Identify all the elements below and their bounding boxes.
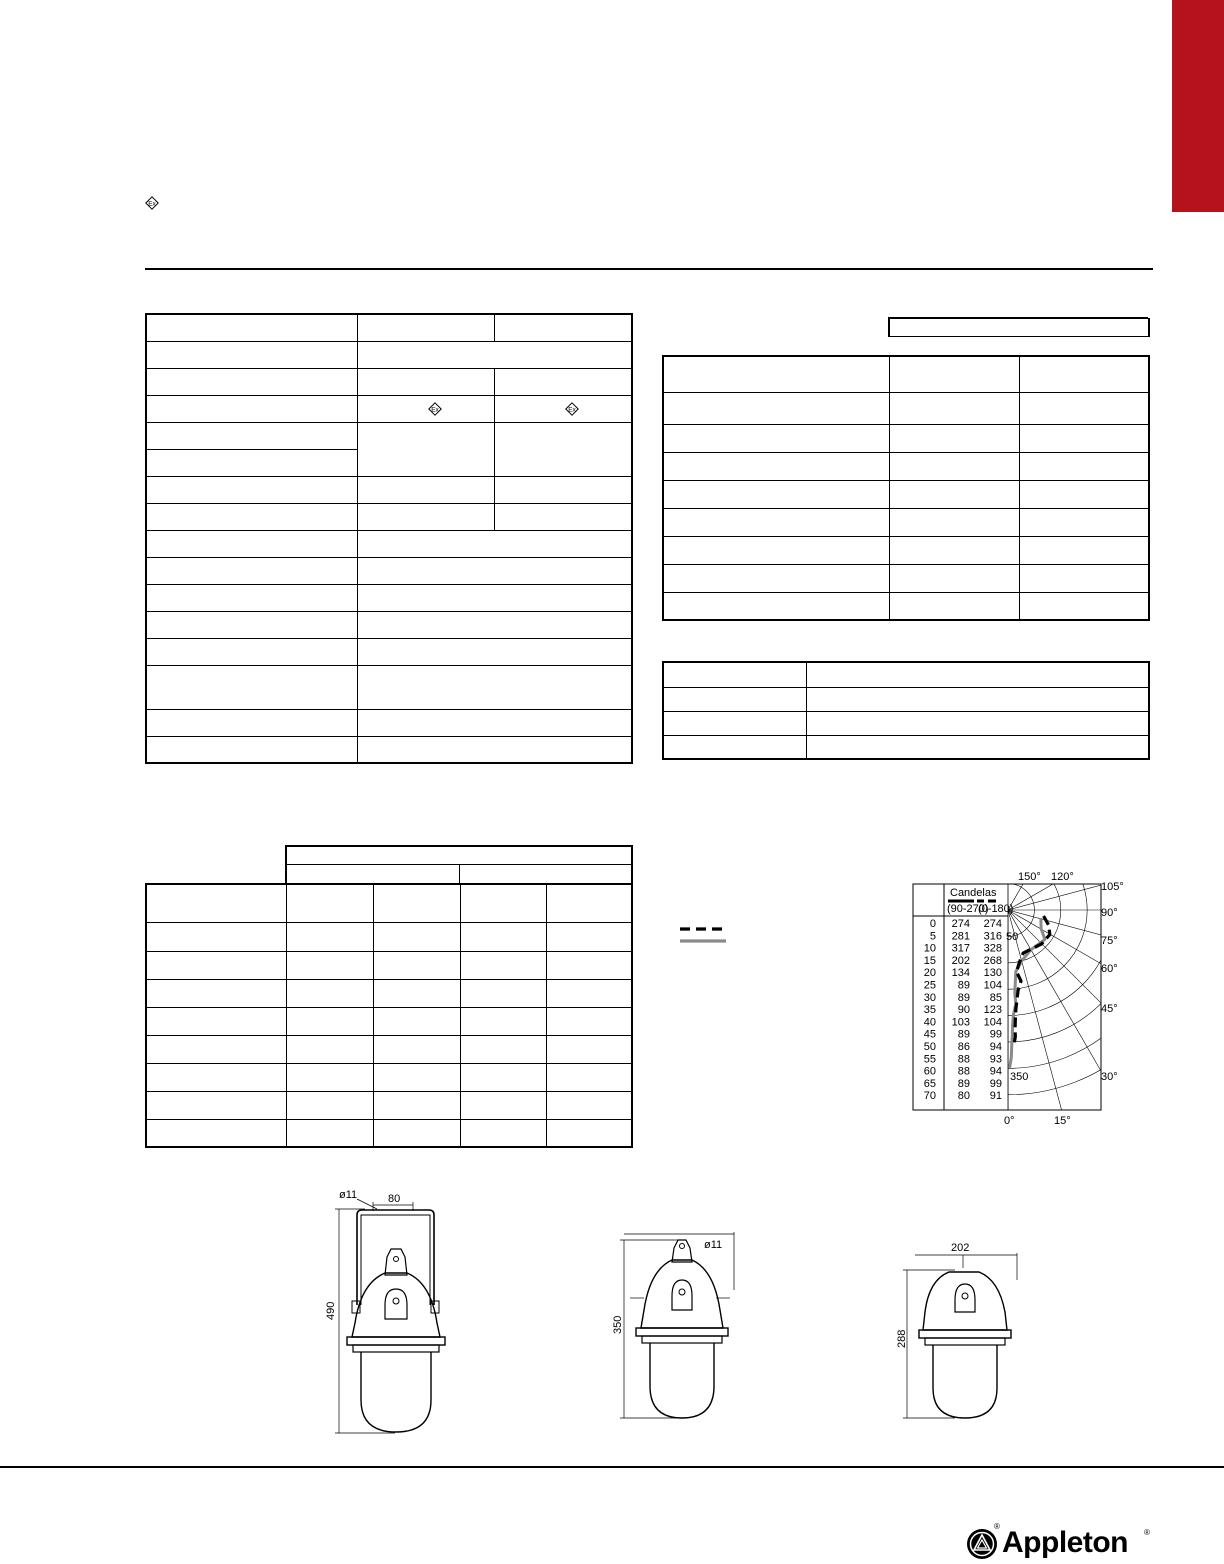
candela-value-b: 130 — [983, 967, 1002, 980]
candela-value-a: 103 — [951, 1016, 970, 1029]
candela-angle: 35 — [923, 1004, 936, 1017]
candela-value-b: 91 — [989, 1090, 1002, 1103]
table-row — [146, 1007, 632, 1035]
table-row — [146, 1035, 632, 1063]
candela-value-b: 99 — [989, 1028, 1002, 1041]
table-row — [663, 452, 1149, 480]
candela-value-a: 88 — [957, 1053, 970, 1066]
candela-value-a: 80 — [957, 1090, 970, 1103]
logo-registered-mark: ® — [994, 1522, 1000, 1531]
candela-value-a: 89 — [957, 991, 970, 1004]
candela-value-a: 86 — [957, 1041, 970, 1053]
table-row — [663, 662, 1149, 687]
polar-angle-label: 150° — [1018, 871, 1041, 883]
polar-angle-label: 15° — [1054, 1115, 1071, 1127]
candela-angle: 5 — [929, 930, 936, 943]
spacing-header-table — [285, 845, 633, 884]
table-row — [146, 503, 632, 530]
table-row — [663, 392, 1149, 424]
polar-angle-label: 45° — [1101, 1003, 1118, 1015]
svg-text:Ex: Ex — [567, 405, 576, 413]
polar-angle-label: 60° — [1101, 963, 1118, 975]
polar-angle-label: 0° — [1004, 1115, 1015, 1127]
polar-angle-labels — [1004, 871, 1124, 1127]
pendant-dimension-drawing — [325, 1185, 465, 1440]
svg-text:Ex: Ex — [430, 405, 439, 413]
table-row — [146, 1119, 632, 1147]
candela-value-b: 316 — [983, 930, 1002, 943]
table-row — [146, 341, 632, 368]
candela-value-b: 94 — [989, 1065, 1002, 1078]
candela-value-b: 94 — [989, 1041, 1002, 1053]
candela-value-a: 317 — [951, 942, 970, 955]
candela-value-b: 123 — [983, 1004, 1002, 1017]
table-row — [146, 314, 632, 341]
header-rule — [145, 268, 1153, 270]
polar-spoke — [1008, 910, 1140, 1094]
ceiling-height-label: 350 — [612, 1315, 624, 1334]
polar-radius-label: 50 — [1006, 931, 1019, 943]
table-row — [286, 846, 632, 864]
photometric-legend — [680, 920, 730, 950]
candela-value-b: 99 — [989, 1077, 1002, 1090]
table-row — [146, 368, 632, 395]
table-row — [146, 611, 632, 638]
ex-mark-icon — [428, 402, 442, 416]
polar-frame — [913, 884, 1101, 1110]
pendant-height-label: 490 — [325, 1301, 337, 1320]
polar-angle-label: 75° — [1101, 935, 1118, 947]
table-row — [146, 884, 632, 922]
table-row — [146, 922, 632, 951]
svg-text:Ex: Ex — [148, 200, 156, 208]
candela-value-a: 134 — [951, 967, 970, 980]
wall-height-label: 288 — [896, 1329, 908, 1348]
polar-candela-diagram — [880, 868, 1140, 1128]
candela-angle: 20 — [923, 967, 936, 980]
table-row — [146, 951, 632, 979]
candela-value-a: 90 — [957, 1004, 970, 1017]
table-row — [146, 395, 632, 422]
table-row — [146, 709, 632, 736]
table-row — [663, 592, 1149, 620]
table-row — [146, 1091, 632, 1119]
candela-value-b: 104 — [983, 979, 1002, 992]
table-row — [146, 665, 632, 709]
candela-angle: 45 — [923, 1028, 936, 1041]
pendant-width-label: 80 — [388, 1193, 401, 1205]
polar-spoke — [1008, 910, 1138, 1128]
candela-value-a: 88 — [957, 1065, 970, 1078]
candela-value-b: 104 — [983, 1016, 1002, 1029]
table-row — [663, 735, 1149, 759]
table-row — [146, 557, 632, 584]
table-row — [146, 584, 632, 611]
candela-value-a: 89 — [957, 979, 970, 992]
candela-angle: 70 — [923, 1090, 936, 1103]
spacing-data-table — [145, 883, 633, 1148]
ex-mark-icon — [565, 402, 579, 416]
table-row — [286, 864, 632, 884]
table-row — [663, 687, 1149, 711]
table-row — [663, 356, 1149, 392]
candela-value-b: 85 — [989, 991, 1002, 1004]
candela-angle: 0 — [929, 918, 936, 930]
brand-name: Appleton — [1002, 1526, 1128, 1559]
appleton-emblem-icon — [966, 1528, 998, 1560]
polar-angle-label: 90° — [1101, 907, 1118, 919]
table-row — [146, 638, 632, 665]
ceiling-dimension-drawing — [610, 1230, 745, 1425]
technical-data-table — [145, 313, 633, 764]
candela-angle: 65 — [923, 1077, 936, 1090]
ex-mark-icon — [145, 196, 159, 210]
ceiling-hole-label: ø11 — [704, 1239, 723, 1251]
candela-angle: 10 — [923, 942, 936, 955]
table-row — [663, 424, 1149, 452]
polar-spoke — [1008, 910, 1140, 977]
candela-value-b: 328 — [983, 942, 1002, 955]
table-row — [663, 564, 1149, 592]
candela-value-b: 274 — [983, 918, 1002, 930]
candela-header: Candelas — [950, 887, 997, 899]
table-row — [146, 1063, 632, 1091]
candela-angle: 55 — [923, 1053, 936, 1066]
footer-rule — [0, 1466, 1224, 1468]
lamp-data-table — [662, 355, 1150, 621]
candela-value-a: 202 — [951, 954, 970, 967]
candela-angle: 40 — [923, 1016, 936, 1029]
table-row — [889, 318, 1149, 336]
catalog-table — [662, 661, 1150, 760]
lamp-header-table — [888, 318, 1150, 337]
candela-value-a: 89 — [957, 1077, 970, 1090]
polar-angle-label: 30° — [1101, 1071, 1118, 1083]
candela-col-b: (0-180) — [978, 903, 1014, 915]
candela-angle: 60 — [923, 1065, 936, 1078]
table-row — [146, 422, 632, 449]
candela-value-a: 89 — [957, 1028, 970, 1041]
polar-angle-label: 120° — [1051, 871, 1074, 883]
polar-angle-label: 105° — [1101, 881, 1124, 893]
candela-value-a: 281 — [951, 930, 970, 943]
table-row — [663, 508, 1149, 536]
candela-value-b: 93 — [989, 1053, 1002, 1066]
section-tab — [1172, 0, 1224, 212]
appleton-logo — [966, 1524, 1156, 1564]
table-row — [663, 711, 1149, 735]
table-row — [146, 736, 632, 763]
wall-width-label: 202 — [951, 1242, 970, 1254]
candela-angle: 30 — [923, 991, 936, 1004]
candela-angle: 25 — [923, 979, 936, 992]
wall-dimension-drawing — [895, 1240, 1030, 1422]
candela-table — [913, 884, 1013, 1110]
table-row — [663, 536, 1149, 564]
candela-value-b: 268 — [983, 954, 1002, 967]
candela-col-a: (90-270) — [947, 903, 989, 915]
candela-value-a: 274 — [951, 918, 970, 930]
table-row — [146, 476, 632, 503]
pendant-hole-label: ø11 — [339, 1189, 358, 1201]
candela-angle: 15 — [923, 954, 936, 967]
table-row — [663, 480, 1149, 508]
polar-radius-label: 350 — [1010, 1071, 1029, 1083]
table-row — [146, 979, 632, 1007]
candela-angle: 50 — [923, 1041, 936, 1053]
table-row — [146, 530, 632, 557]
logo-registered-mark: ® — [1144, 1528, 1150, 1537]
